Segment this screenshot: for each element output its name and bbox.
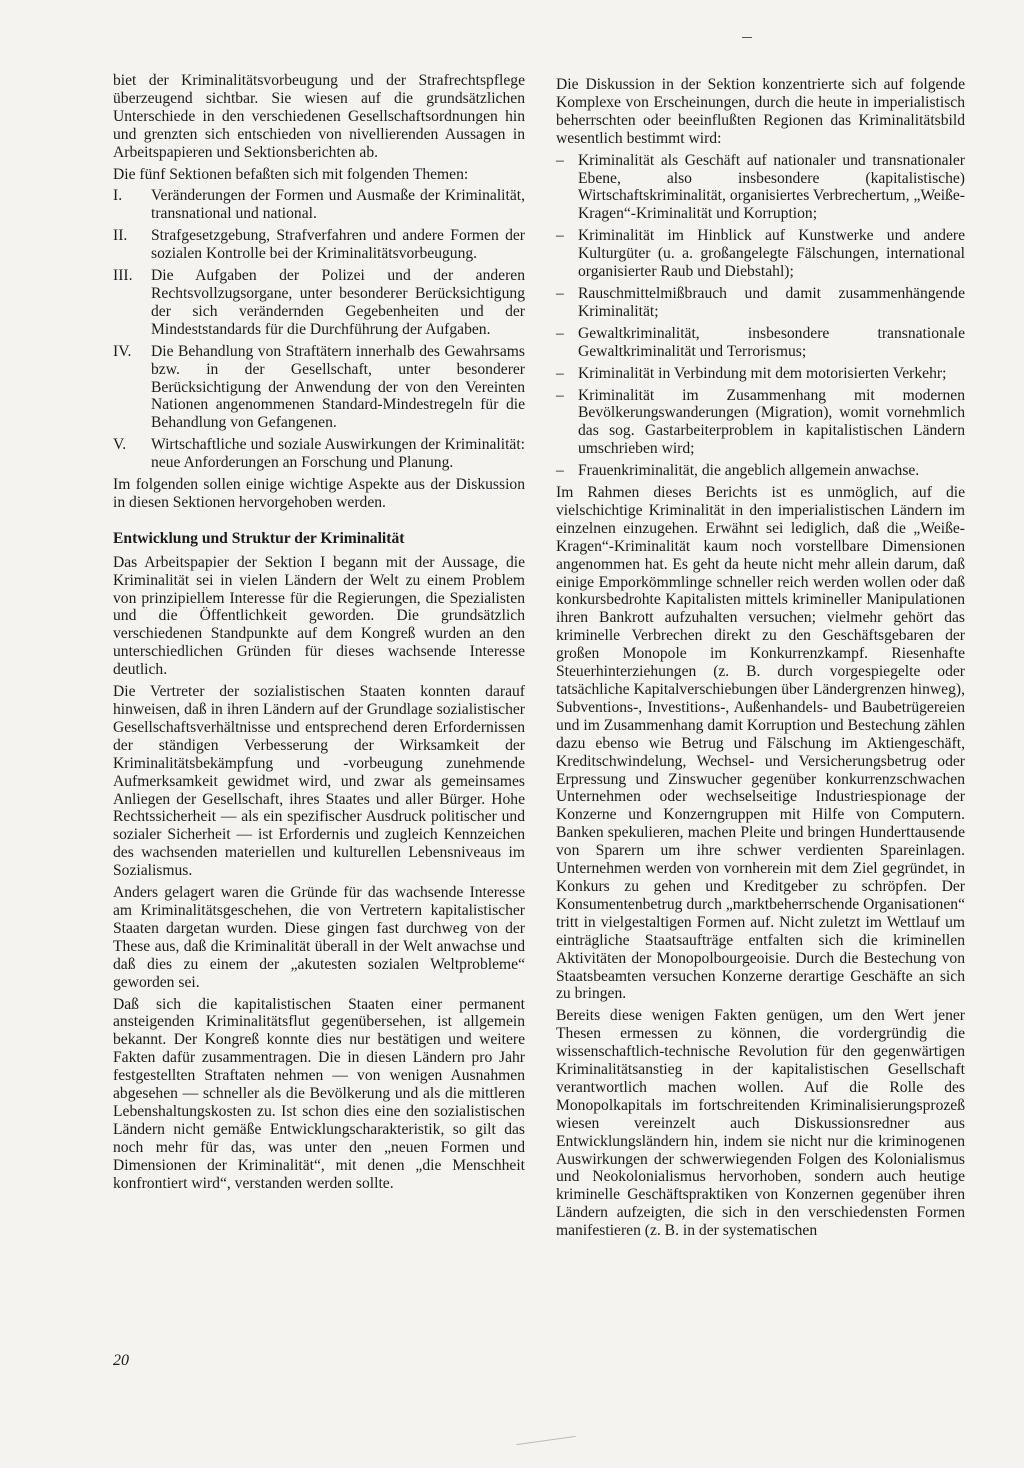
bullet-item (556, 152, 965, 224)
section-number: I. (113, 187, 123, 205)
paragraph: Die fünf Sektionen befaßten sich mit folgenden Themen: (113, 165, 469, 183)
scan-artifact (516, 1436, 576, 1445)
bullet-item (556, 365, 965, 383)
right-column (556, 76, 965, 1244)
bullet-item (556, 285, 965, 321)
section-number: V. (113, 436, 127, 454)
dash-marker: – (556, 151, 564, 169)
section-list-item (113, 187, 525, 223)
bullet-text: Kriminalität im Zusammenhang mit modernen Bevölkerungswanderungen (Migration), womit vornehmlich das sog. Gastarbeiterproblem in kapitalistischen Ländern umschrieben wird; (578, 386, 965, 458)
bullet-text: Rauschmittelmißbrauch und damit zusammenhängende Kriminalität; (578, 284, 965, 320)
bullet-text: Frauenkriminalität, die angeblich allgemein anwachse. (578, 462, 920, 480)
section-text: Wirtschaftliche und soziale Auswirkungen der Kriminalität: neue Anforderungen an Forschung und Planung. (151, 436, 525, 472)
section-text: Die Behandlung von Straftätern innerhalb des Gewahrsams bzw. in der Gesellschaft, unter besonderer Berücksichtigung der Anwendung der von den Vereinten Nationen angenommenen Standard-Mindestregeln für die Behandlung von Gefangenen. (151, 342, 525, 432)
dash-marker: – (556, 227, 564, 245)
paragraph: Anders gelagert waren die Gründe für das wachsende Interesse am Kriminalitätsgeschehen, die von Vertretern kapitalistischer Staaten dargetan wurden. Diese gingen fast durchweg von der These aus, daß die Kriminalität überall in der Welt anwachse und daß dies zu einem der „akutesten sozialen Weltprobleme“ geworden sei. (113, 884, 525, 991)
dash-marker: – (556, 324, 564, 342)
bullet-item (556, 325, 965, 361)
section-text: Die Aufgaben der Polizei und der anderen Rechtsvollzugsorgane, unter besonderer Berücksichtigung der sich verändernden Gegebenheiten und der Mindeststandards für die Durchführung der Aufgaben. (151, 267, 525, 338)
bullet-text: Gewaltkriminalität, insbesondere transnationale Gewaltkriminalität und Terrorismus; (578, 324, 965, 360)
bullet-text: Kriminalität als Geschäft auf nationaler und transnationaler Ebene, also insbesondere (kapitalistische) Wirtschaftskriminalität, organisiertes Verbrechertum, „Weiße-Kragen“-Kriminalität und Korruption; (578, 151, 965, 223)
bullet-item (556, 227, 965, 281)
section-number: II. (113, 227, 128, 245)
bullet-text: Kriminalität im Hinblick auf Kunstwerke und andere Kulturgüter (u. a. großangelegte Fälschungen, international organisierter Raub und Diebstahl); (578, 227, 965, 281)
dash-marker: – (556, 364, 564, 382)
paragraph: biet der Kriminalitätsvorbeugung und der Strafrechtspflege überzeugend sichtbar. Sie wiesen auf die grundsätzlichen Unterschiede in den verschiedenen Gesellschaftsordnungen hin und grenzten sich entschieden von nivellierenden Aussagen in Arbeitspapieren und Sektionsberichten ab. (113, 72, 525, 161)
section-list-item (113, 436, 525, 472)
scan-artifact (742, 37, 752, 38)
paragraph: Das Arbeitspapier der Sektion I begann mit der Aussage, die Kriminalität sei in vielen Ländern der Welt zu einem Problem von prinzipiellem Interesse für die Regierungen, die Spezialisten und die Öffentlichkeit geworden. Die grundsätzlich verschiedenen Standpunkte auf dem Kongreß wurden an den unterschiedlichen Gründen für dieses wachsende Interesse deutlich. (113, 553, 525, 679)
section-list-item (113, 343, 525, 433)
section-text: Strafgesetzgebung, Strafverfahren und andere Formen der sozialen Kontrolle bei der Kriminalitätsvorbeugung. (151, 227, 525, 263)
bullet-text: Kriminalität in Verbindung mit dem motorisierten Verkehr; (578, 364, 947, 382)
section-text: Veränderungen der Formen und Ausmaße der Kriminalität, transnational und national. (151, 187, 525, 223)
paragraph: Bereits diese wenigen Fakten genügen, um den Wert jener Thesen ermessen zu können, die vordergründig die wissenschaftlich-technische Revolution für den gegenwärtigen Kriminalitätsanstieg in der kapitalistischen Gesellschaft verantwortlich machen wollen. Auf die Rolle des Monopolkapitals im fortschreitenden Kriminalisierungsprozeß wiesen vereinzelt auch Diskussionsredner aus Entwicklungsländern hin, indem sie nicht nur die kriminogenen Auswirkungen der schwerwiegenden Folgen des Kolonialismus und Neokolonialismus hervorhoben, sondern auch heutige kriminelle Geschäftspraktiken von Konzernen gegenüber ihren Ländern aufzeigten, die sich in den verschiedensten Formen manifestieren (z. B. in der systematischen (556, 1007, 965, 1240)
paragraph: Daß sich die kapitalistischen Staaten einer permanent ansteigenden Kriminalitätsflut gegenübersehen, ist allgemein bekannt. Der Kongreß konnte dies nur bestätigen und weitere Fakten dafür zusammentragen. Die in diesen Ländern pro Jahr festgestellten Straftaten nehmen — von wenigen Ausnahmen abgesehen — schneller als die Bevölkerung und als die mittleren Lebenshaltungskosten zu. Ist schon dies eine den sozialistischen Ländern nicht gemäße Entwicklungscharakteristik, so gilt das noch mehr für das, was unter den „neuen Formen und Dimensionen der Kriminalität“, mit denen „die Menschheit konfrontiert wird“, verstanden werden sollte. (113, 995, 525, 1192)
dash-marker: – (556, 386, 564, 404)
dash-marker: – (556, 462, 564, 480)
paragraph: Im folgenden sollen einige wichtige Aspekte aus der Diskussion in diesen Sektionen hervorgehoben werden. (113, 476, 525, 511)
paragraph: Die Diskussion in der Sektion konzentrierte sich auf folgende Komplexe von Erscheinungen, durch die heute in imperialistisch beherrschten oder beeinflußten Regionen das Kriminalitätsbild wesentlich bestimmt wird: (556, 76, 965, 147)
section-heading: Entwicklung und Struktur der Kriminalität (113, 529, 405, 547)
section-number: IV. (113, 342, 132, 360)
bullet-item (556, 462, 965, 480)
section-number: III. (113, 267, 133, 285)
paragraph: Im Rahmen dieses Berichts ist es unmöglich, auf die vielschichtige Kriminalität in den imperialistischen Ländern im einzelnen einzugehen. Erwähnt sei lediglich, daß die „Weiße-Kragen“-Kriminalität kaum noch vorstellbare Dimensionen angenommen hat. Es geht da heute nicht mehr allein darum, daß einige Emporkömmlinge schneller reich werden wollen oder daß konkursbedrohte Kapitalisten mittels krimineller Manipulationen ihren Bankrott aufzuhalten versuchen; vielmehr gehört das kriminelle Verbrechen direkt zu den Geschäftsgebaren der großen Monopole im Konkurrenzkampf. Riesenhafte Steuerhinterziehungen (z. B. durch vorgespiegelte oder tatsächliche Kapitalverschiebungen über Ländergrenzen hinweg), Subventions-, Investitions-, Außenhandels- und Baubetrügereien und im Zusammenhang damit Korruption und Bestechung zählen dazu ebenso wie Betrug und Fälschung im Aktiengeschäft, Kreditschwindelung, Wechsel- und Versicherungsbetrug oder Erpressung und Zinswucher gegenüber konkurrenzschwachen Unternehmen oder wechselseitige Industriespionage der Konzerne und Konzerngruppen mit Hilfe von Computern. Banken spekulieren, machen Pleite und bringen Hunderttausende von Sparern um ihre schwer verdienten Spareinlagen. Unternehmen werden von vornherein mit dem Ziel gegründet, in Konkurs zu gehen und Kreditgeber zu schröpfen. Der Konsumentenbetrug durch „marktbeherrschende Organisationen“ tritt in vielgestaltigen Formen auf. Nicht zuletzt im Wettlauf um einträgliche Staatsaufträge entfalten sich die kriminellen Aktivitäten der Monopolbourgeoisie. Durch die Bestechung von Staatsbeamten versuchen Konzerne derartige Geschäfte an sich zu bringen. (556, 484, 965, 1003)
page-number: 20 (113, 1352, 129, 1369)
paragraph: Die Vertreter der sozialistischen Staaten konnten darauf hinweisen, daß in ihren Ländern auf der Grundlage sozialistischer Gesellschaftsverhältnisse und entsprechend deren Erfordernissen der ständigen Verbesserung der Wirksamkeit der Kriminalitätsbekämpfung und -vorbeugung zunehmende Aufmerksamkeit gewidmet wird, und zwar als gemeinsames Anliegen der Gesellschaft, ihres Staates und aller Bürger. Hohe Rechtssicherheit — als ein spezifischer Ausdruck politischer und sozialer Sicherheit — ist Erfordernis und zugleich Kennzeichen des wachsenden materiellen und kulturellen Lebensniveaus im Sozialismus. (113, 683, 525, 880)
left-column (113, 72, 525, 1196)
bullet-item (556, 387, 965, 459)
section-list-item (113, 227, 525, 263)
section-list-item (113, 267, 525, 339)
dash-marker: – (556, 284, 564, 302)
